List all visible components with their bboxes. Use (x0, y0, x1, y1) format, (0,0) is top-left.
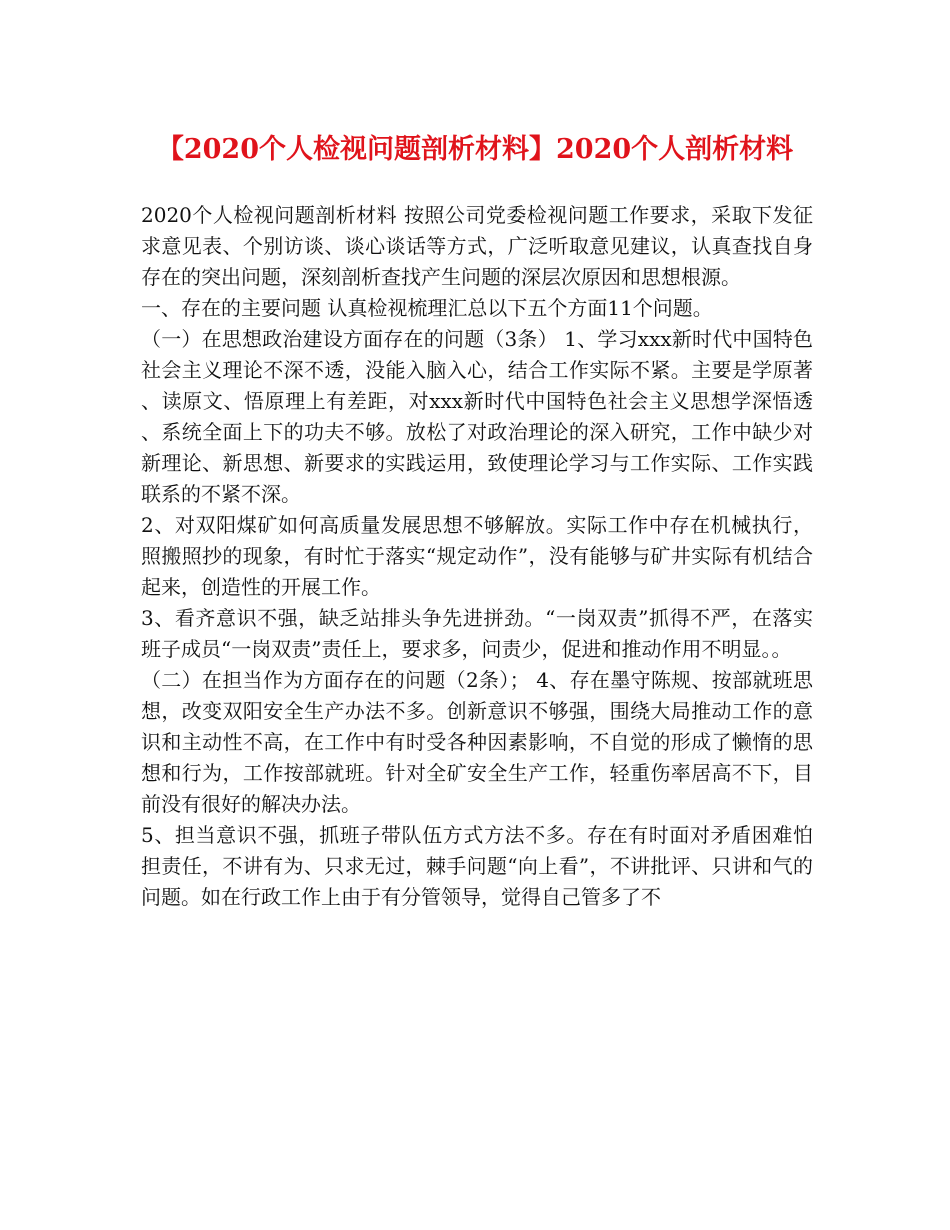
paragraph-item-4: （二）在担当作为方面存在的问题（2条）； 4、存在墨守陈规、按部就班思想，改变双阳安全生产办法不多。创新意识不够强，围绕大局推动工作的意识和主动性不高，在工作中有时受各种因素影响，不自觉的形成了懒惰的思想和行为，工作按部就班。针对全矿安全生产工作，轻重伤率居高不下，目前没有很好的解决办法。 (141, 668, 813, 816)
paragraph-section-heading: 一、存在的主要问题 认真检视梳理汇总以下五个方面11个问题。 (141, 296, 713, 320)
paragraph-item-2: 2、对双阳煤矿如何高质量发展思想不够解放。实际工作中存在机械执行，照搬照抄的现象，有时忙于落实“规定动作”，没有能够与矿井实际有机结合起来，创造性的开展工作。 (141, 513, 813, 599)
document-title: 【2020个人检视问题剖析材料】2020个人剖析材料 (156, 134, 794, 165)
paragraph-intro: 2020个人检视问题剖析材料 按照公司党委检视问题工作要求，采取下发征求意见表、个别访谈、谈心谈话等方式，广泛听取意见建议，认真查找自身存在的突出问题，深刻剖析查找产生问题的深层次原因和思想根源。 (141, 203, 813, 289)
paragraph-item-3: 3、看齐意识不强，缺乏站排头争先进拼劲。“一岗双责”抓得不严，在落实班子成员“一岗双责”责任上，要求多，问责少，促进和推动作用不明显。。 (141, 606, 813, 661)
document-body (141, 200, 813, 913)
paragraph-item-1: （一）在思想政治建设方面存在的问题（3条） 1、学习xxx新时代中国特色社会主义理论不深不透，没能入脑入心，结合工作实际不紧。主要是学原著、读原文、悟原理上有差距，对xxx新时代中国特色社会主义思想学深悟透、系统全面上下的功夫不够。放松了对政治理论的深入研究，工作中缺少对新理论、新思想、新要求的实践运用，致使理论学习与工作实际、工作实践联系的不紧不深。 (141, 327, 813, 506)
paragraph-item-5: 5、担当意识不强，抓班子带队伍方式方法不多。存在有时面对矛盾困难怕担责任，不讲有为、只求无过，棘手问题“向上看”，不讲批评、只讲和气的问题。如在行政工作上由于有分管领导，觉得自己管多了不 (141, 823, 813, 909)
